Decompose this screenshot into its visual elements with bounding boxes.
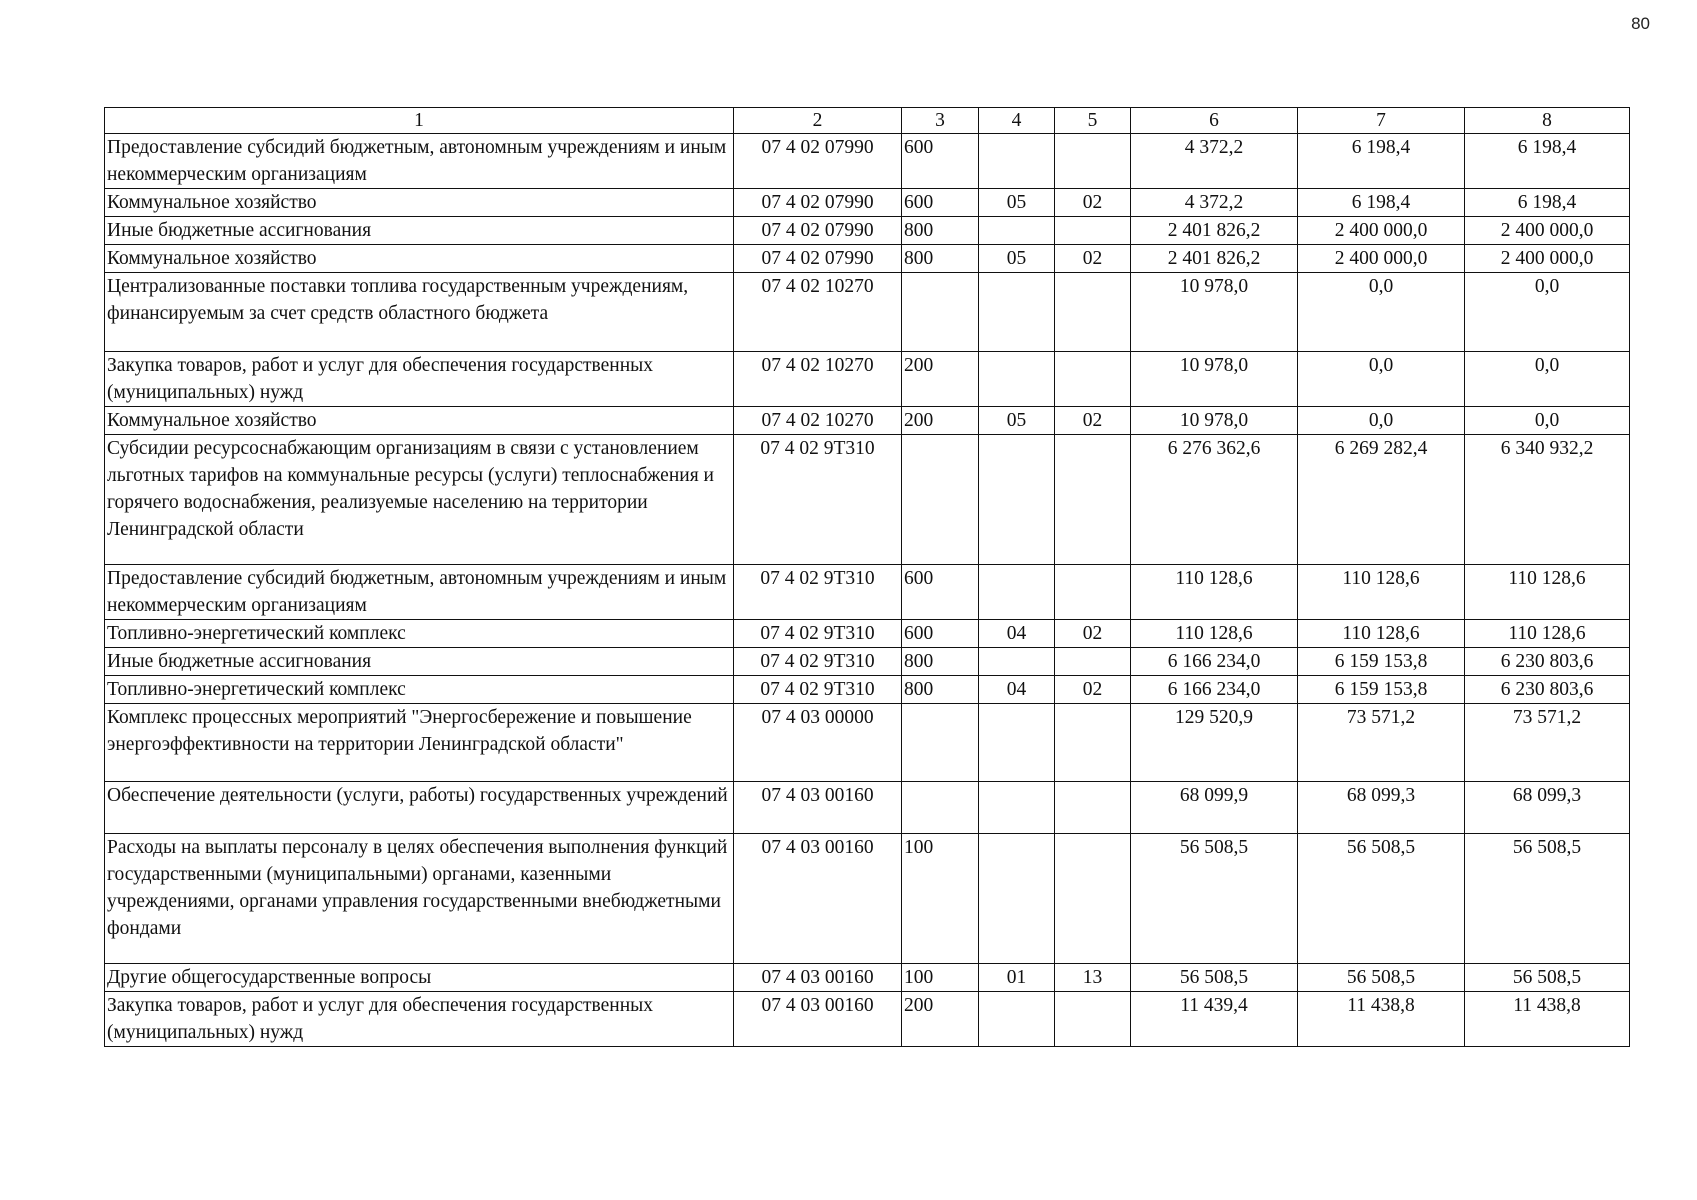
table-row [105, 992, 1630, 1047]
table-row [105, 273, 1630, 352]
row-section [979, 352, 1055, 407]
row-value-col6: 56 508,5 [1131, 964, 1298, 992]
row-code: 07 4 02 9Т310 [734, 565, 902, 620]
row-subsection [1055, 352, 1131, 407]
table-row [105, 134, 1630, 189]
table-row [105, 435, 1630, 565]
row-value-col8: 68 099,3 [1465, 782, 1630, 834]
table-row [105, 565, 1630, 620]
row-expense-type: 800 [902, 245, 979, 273]
row-name: Топливно-энергетический комплекс [105, 676, 734, 704]
row-value-col7: 110 128,6 [1298, 620, 1465, 648]
row-code: 07 4 02 07990 [734, 189, 902, 217]
row-code: 07 4 02 10270 [734, 352, 902, 407]
row-expense-type: 200 [902, 352, 979, 407]
row-value-col6: 56 508,5 [1131, 834, 1298, 964]
row-code: 07 4 03 00160 [734, 834, 902, 964]
row-value-col7: 11 438,8 [1298, 992, 1465, 1047]
row-value-col6: 6 276 362,6 [1131, 435, 1298, 565]
table-row [105, 834, 1630, 964]
row-value-col8: 6 198,4 [1465, 189, 1630, 217]
row-expense-type: 800 [902, 676, 979, 704]
row-section [979, 834, 1055, 964]
row-subsection: 02 [1055, 620, 1131, 648]
row-code: 07 4 03 00160 [734, 964, 902, 992]
row-section [979, 704, 1055, 782]
row-value-col8: 6 230 803,6 [1465, 676, 1630, 704]
row-value-col8: 2 400 000,0 [1465, 217, 1630, 245]
table-row [105, 352, 1630, 407]
table-row [105, 407, 1630, 435]
row-section [979, 273, 1055, 352]
budget-table [104, 107, 1630, 1047]
row-value-col6: 10 978,0 [1131, 352, 1298, 407]
row-name: Обеспечение деятельности (услуги, работы) государственных учреждений [105, 782, 734, 834]
table-row [105, 620, 1630, 648]
column-header: 8 [1465, 108, 1630, 134]
row-value-col7: 6 198,4 [1298, 189, 1465, 217]
row-code: 07 4 02 07990 [734, 134, 902, 189]
row-name: Топливно-энергетический комплекс [105, 620, 734, 648]
row-name: Закупка товаров, работ и услуг для обеспечения государственных (муниципальных) нужд [105, 352, 734, 407]
table-row [105, 189, 1630, 217]
row-value-col8: 110 128,6 [1465, 565, 1630, 620]
row-section: 04 [979, 676, 1055, 704]
row-expense-type: 600 [902, 134, 979, 189]
row-subsection [1055, 834, 1131, 964]
row-subsection: 02 [1055, 245, 1131, 273]
row-value-col7: 6 159 153,8 [1298, 648, 1465, 676]
row-value-col7: 2 400 000,0 [1298, 245, 1465, 273]
column-header: 2 [734, 108, 902, 134]
row-subsection: 02 [1055, 676, 1131, 704]
row-value-col6: 129 520,9 [1131, 704, 1298, 782]
table-row [105, 648, 1630, 676]
row-name: Предоставление субсидий бюджетным, автономным учреждениям и иным некоммерческим организациям [105, 134, 734, 189]
row-value-col8: 73 571,2 [1465, 704, 1630, 782]
row-name: Другие общегосударственные вопросы [105, 964, 734, 992]
row-value-col6: 110 128,6 [1131, 620, 1298, 648]
row-code: 07 4 02 9Т310 [734, 648, 902, 676]
row-value-col6: 2 401 826,2 [1131, 217, 1298, 245]
table-row [105, 704, 1630, 782]
table-row [105, 245, 1630, 273]
row-name: Закупка товаров, работ и услуг для обеспечения государственных (муниципальных) нужд [105, 992, 734, 1047]
row-subsection [1055, 134, 1131, 189]
row-value-col7: 2 400 000,0 [1298, 217, 1465, 245]
row-section: 01 [979, 964, 1055, 992]
row-value-col8: 2 400 000,0 [1465, 245, 1630, 273]
row-expense-type [902, 273, 979, 352]
row-expense-type: 800 [902, 648, 979, 676]
row-name: Коммунальное хозяйство [105, 407, 734, 435]
row-value-col6: 6 166 234,0 [1131, 648, 1298, 676]
column-header: 3 [902, 108, 979, 134]
row-value-col7: 110 128,6 [1298, 565, 1465, 620]
column-header: 4 [979, 108, 1055, 134]
row-section [979, 648, 1055, 676]
row-expense-type [902, 435, 979, 565]
table-row [105, 217, 1630, 245]
row-subsection [1055, 704, 1131, 782]
row-value-col8: 0,0 [1465, 273, 1630, 352]
row-value-col8: 6 198,4 [1465, 134, 1630, 189]
row-subsection [1055, 435, 1131, 565]
row-code: 07 4 02 07990 [734, 245, 902, 273]
row-name: Субсидии ресурсоснабжающим организациям в связи с установлением льготных тарифов на коммунальные ресурсы (услуги) теплоснабжения и горячего водоснабжения, реализуемые населению на территории Ленинградской области [105, 435, 734, 565]
row-section: 05 [979, 245, 1055, 273]
row-expense-type: 100 [902, 964, 979, 992]
row-value-col8: 11 438,8 [1465, 992, 1630, 1047]
page-number: 80 [1631, 14, 1650, 33]
row-expense-type: 100 [902, 834, 979, 964]
row-code: 07 4 03 00000 [734, 704, 902, 782]
row-subsection [1055, 565, 1131, 620]
row-name: Коммунальное хозяйство [105, 245, 734, 273]
row-expense-type: 200 [902, 407, 979, 435]
row-subsection [1055, 992, 1131, 1047]
table-row [105, 676, 1630, 704]
row-value-col7: 6 159 153,8 [1298, 676, 1465, 704]
row-value-col7: 6 198,4 [1298, 134, 1465, 189]
row-section [979, 992, 1055, 1047]
row-name: Предоставление субсидий бюджетным, автономным учреждениям и иным некоммерческим организациям [105, 565, 734, 620]
table-body [105, 134, 1630, 1047]
row-expense-type: 600 [902, 565, 979, 620]
row-subsection [1055, 273, 1131, 352]
row-name: Иные бюджетные ассигнования [105, 648, 734, 676]
row-value-col6: 68 099,9 [1131, 782, 1298, 834]
row-value-col6: 110 128,6 [1131, 565, 1298, 620]
row-value-col7: 0,0 [1298, 352, 1465, 407]
row-value-col8: 110 128,6 [1465, 620, 1630, 648]
row-value-col8: 6 340 932,2 [1465, 435, 1630, 565]
row-section: 05 [979, 407, 1055, 435]
row-value-col7: 6 269 282,4 [1298, 435, 1465, 565]
row-section [979, 217, 1055, 245]
row-name: Иные бюджетные ассигнования [105, 217, 734, 245]
row-expense-type [902, 704, 979, 782]
row-value-col6: 4 372,2 [1131, 134, 1298, 189]
row-expense-type: 600 [902, 189, 979, 217]
row-name: Расходы на выплаты персоналу в целях обеспечения выполнения функций государственными (муниципальными) органами, казенными учреждениями, органами управления государственными внебюджетными фондами [105, 834, 734, 964]
row-section [979, 134, 1055, 189]
column-header: 6 [1131, 108, 1298, 134]
row-value-col7: 68 099,3 [1298, 782, 1465, 834]
row-expense-type: 200 [902, 992, 979, 1047]
row-subsection [1055, 217, 1131, 245]
row-value-col6: 2 401 826,2 [1131, 245, 1298, 273]
row-code: 07 4 02 9Т310 [734, 676, 902, 704]
row-value-col6: 10 978,0 [1131, 273, 1298, 352]
row-value-col7: 0,0 [1298, 407, 1465, 435]
row-section: 05 [979, 189, 1055, 217]
row-value-col6: 10 978,0 [1131, 407, 1298, 435]
row-code: 07 4 03 00160 [734, 992, 902, 1047]
row-code: 07 4 02 9Т310 [734, 435, 902, 565]
row-value-col8: 0,0 [1465, 352, 1630, 407]
row-expense-type: 800 [902, 217, 979, 245]
row-section [979, 782, 1055, 834]
row-value-col7: 56 508,5 [1298, 964, 1465, 992]
row-code: 07 4 02 10270 [734, 407, 902, 435]
row-value-col8: 6 230 803,6 [1465, 648, 1630, 676]
row-section [979, 435, 1055, 565]
table-row [105, 782, 1630, 834]
row-subsection: 02 [1055, 407, 1131, 435]
row-code: 07 4 03 00160 [734, 782, 902, 834]
table-row [105, 964, 1630, 992]
row-expense-type: 600 [902, 620, 979, 648]
row-section [979, 565, 1055, 620]
row-subsection: 13 [1055, 964, 1131, 992]
row-value-col8: 56 508,5 [1465, 834, 1630, 964]
row-subsection: 02 [1055, 189, 1131, 217]
row-code: 07 4 02 9Т310 [734, 620, 902, 648]
row-value-col6: 6 166 234,0 [1131, 676, 1298, 704]
column-header: 5 [1055, 108, 1131, 134]
row-name: Централизованные поставки топлива государственным учреждениям, финансируемым за счет средств областного бюджета [105, 273, 734, 352]
row-value-col6: 4 372,2 [1131, 189, 1298, 217]
row-value-col7: 0,0 [1298, 273, 1465, 352]
row-subsection [1055, 648, 1131, 676]
row-name: Коммунальное хозяйство [105, 189, 734, 217]
row-code: 07 4 02 07990 [734, 217, 902, 245]
row-code: 07 4 02 10270 [734, 273, 902, 352]
row-value-col8: 56 508,5 [1465, 964, 1630, 992]
row-section: 04 [979, 620, 1055, 648]
column-header: 7 [1298, 108, 1465, 134]
row-expense-type [902, 782, 979, 834]
row-value-col7: 56 508,5 [1298, 834, 1465, 964]
row-name: Комплекс процессных мероприятий "Энергосбережение и повышение энергоэффективности на территории Ленинградской области" [105, 704, 734, 782]
row-subsection [1055, 782, 1131, 834]
column-header: 1 [105, 108, 734, 134]
row-value-col8: 0,0 [1465, 407, 1630, 435]
header-row [105, 108, 1630, 134]
row-value-col7: 73 571,2 [1298, 704, 1465, 782]
row-value-col6: 11 439,4 [1131, 992, 1298, 1047]
